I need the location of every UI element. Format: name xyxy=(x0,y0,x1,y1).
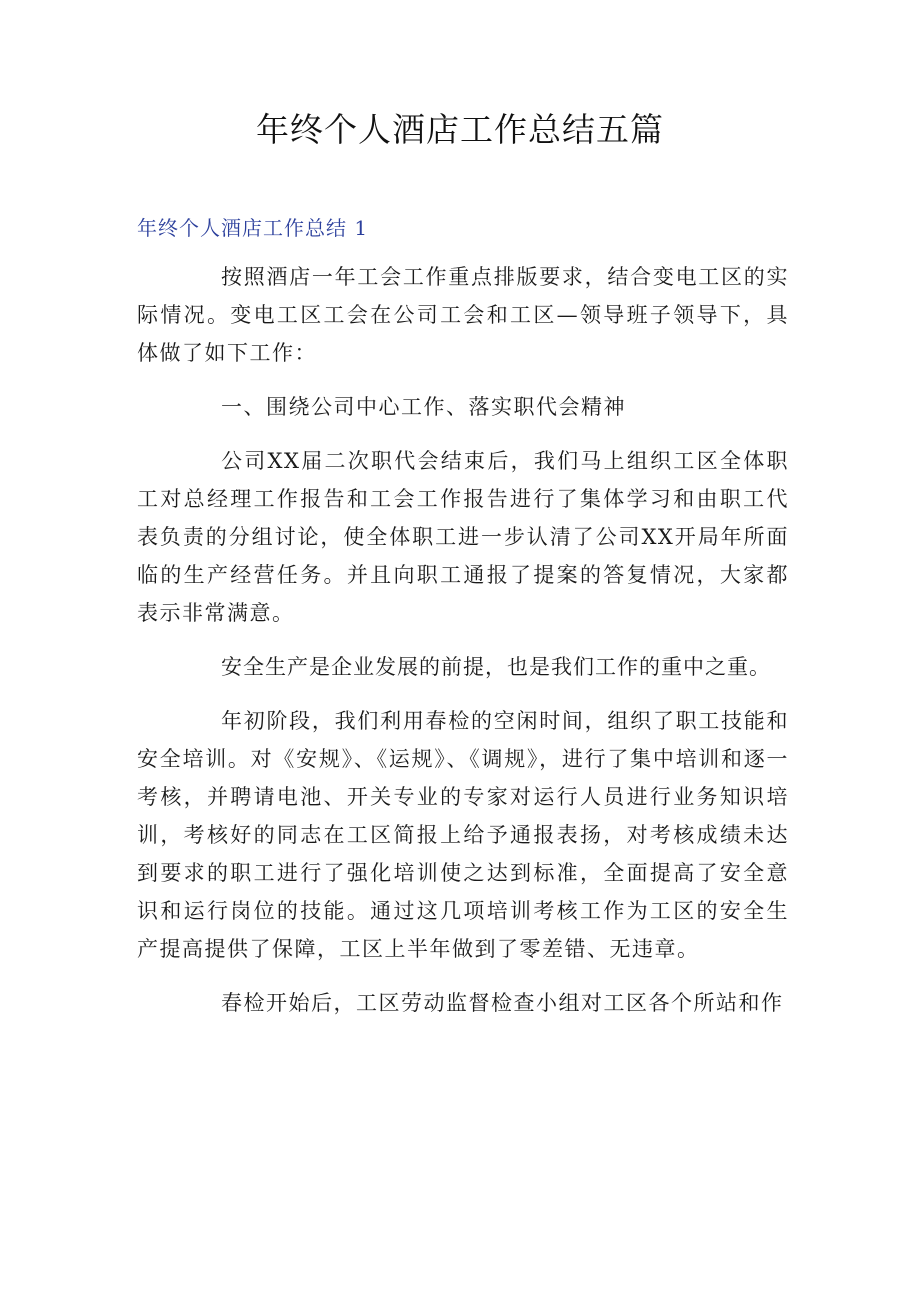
subheading: 一、围绕公司中心工作、落实职代会精神 xyxy=(221,395,626,419)
document-title: 年终个人酒店工作总结五篇 xyxy=(256,110,664,149)
paragraph: 按照酒店一年工会工作重点排版要求，结合变电工区的实际情况。变电工区工会在公司工会和工区—领导班子领导下，具体做了如下工作： xyxy=(137,265,789,365)
paragraph: 安全生产是企业发展的前提，也是我们工作的重中之重。 xyxy=(221,655,771,679)
paragraph: 春检开始后，工区劳动监督检查小组对工区各个所站和作 xyxy=(221,991,784,1015)
paragraph: 公司XX届二次职代会结束后，我们马上组织工区全体职工对总经理工作报告和工会工作报告进行了集体学习和由职工代表负责的分组讨论，使全体职工进一步认清了公司XX开局年所面临的生产经营任务。并且向职工通报了提案的答复情况，大家都表示非常满意。 xyxy=(137,449,789,625)
document-body xyxy=(137,258,789,1038)
section-heading: 年终个人酒店工作总结 1 xyxy=(137,216,369,240)
paragraph: 年初阶段，我们利用春检的空闲时间，组织了职工技能和安全培训。对《安规》、《运规》、《调规》，进行了集中培训和逐一考核，并聘请电池、开关专业的专家对运行人员进行业务知识培训，考核好的同志在工区简报上给予通报表扬，对考核成绩未达到要求的职工进行了强化培训使之达到标准，全面提高了安全意识和运行岗位的技能。通过这几项培训考核工作为工区的安全生产提高提供了保障，工区上半年做到了零差错、无违章。 xyxy=(137,709,789,961)
